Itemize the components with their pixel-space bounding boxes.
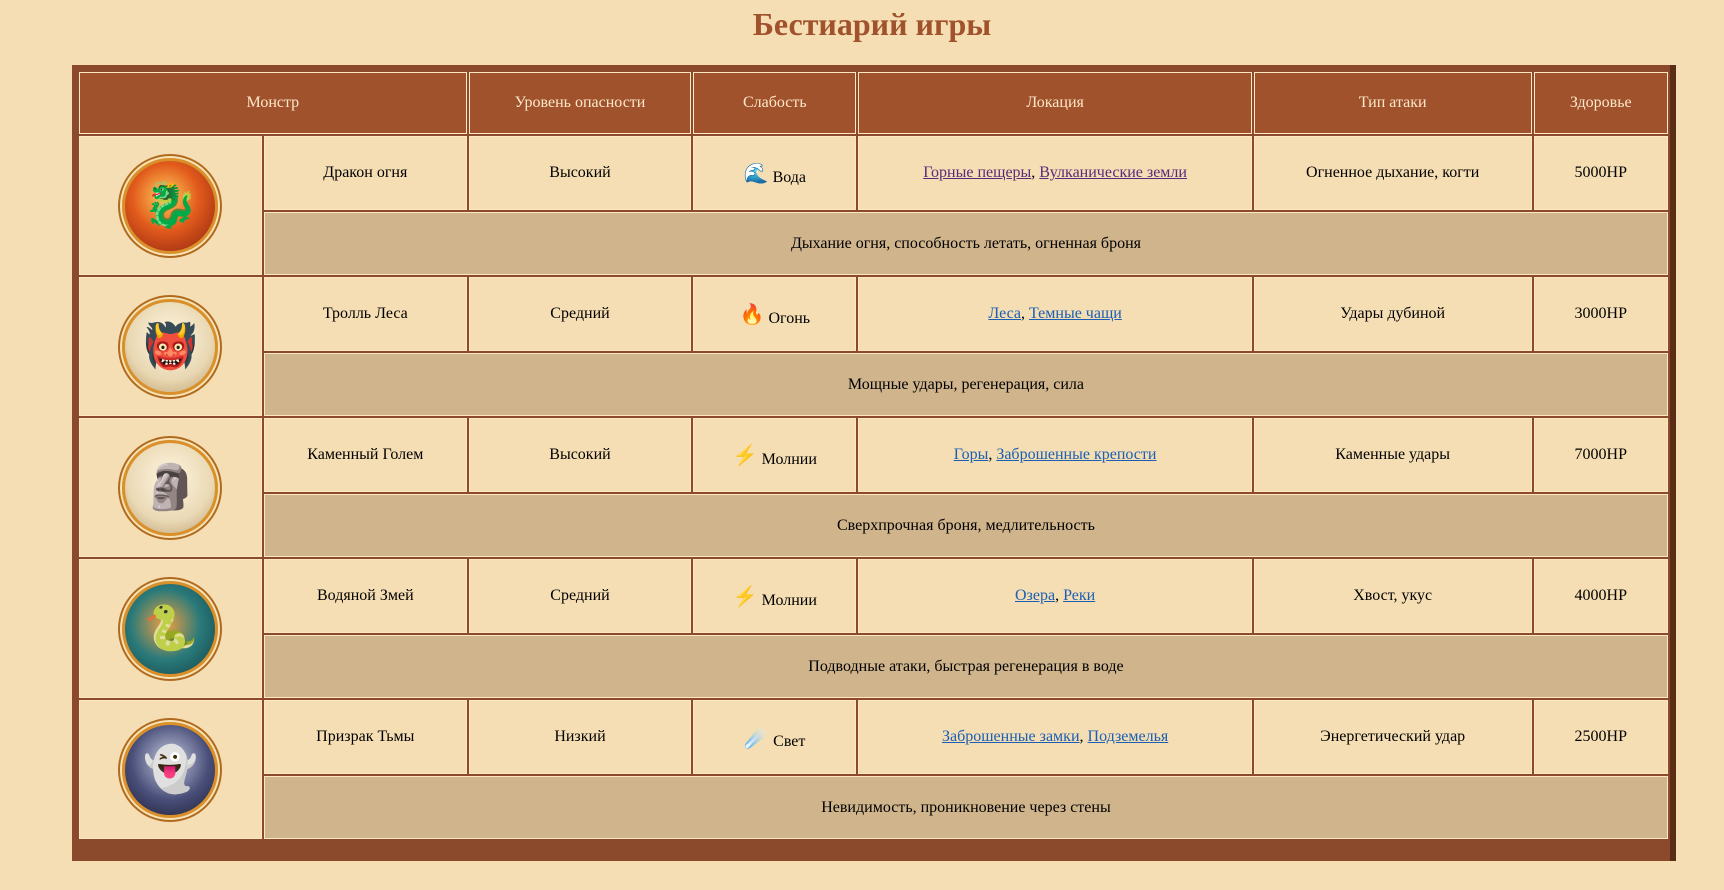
location-link[interactable]: Горы <box>953 446 989 463</box>
location-separator: , <box>1031 164 1040 181</box>
bestiary-table-frame <box>72 65 1676 861</box>
monster-name: Водяной Змей <box>264 559 467 633</box>
bestiary-table <box>77 70 1670 841</box>
location-link[interactable]: Леса <box>988 305 1021 322</box>
fire-icon: 🔥 <box>739 303 765 326</box>
monster-portrait <box>122 722 218 818</box>
attack-type: Огненное дыхание, когти <box>1254 136 1532 210</box>
weakness-label: Молнии <box>761 450 817 468</box>
lightning-icon: ⚡ <box>732 585 758 608</box>
water-serpent-portrait-icon: 🐍 <box>143 603 198 653</box>
monster-description-row <box>79 494 1668 557</box>
danger-level: Высокий <box>469 418 692 492</box>
page-title: Бестиарий игры <box>752 6 992 42</box>
monster-portrait-cell <box>79 136 262 275</box>
attack-type: Энергетический удар <box>1254 700 1532 774</box>
location-separator: , <box>1079 728 1088 745</box>
monster-row <box>79 559 1668 633</box>
location-cell <box>858 700 1251 774</box>
monster-description: Дыхание огня, способность летать, огненная броня <box>264 212 1668 275</box>
header-attack-type: Тип атаки <box>1254 72 1532 134</box>
monster-description: Сверхпрочная броня, медлительность <box>264 494 1668 557</box>
weakness-cell <box>693 700 856 774</box>
location-link[interactable]: Горные пещеры <box>923 164 1032 181</box>
health-value: 3000HP <box>1534 277 1668 351</box>
location-cell <box>858 418 1251 492</box>
location-cell <box>858 136 1251 210</box>
monster-description-row <box>79 776 1668 839</box>
danger-level: Низкий <box>469 700 692 774</box>
weakness-label: Молнии <box>761 591 817 609</box>
location-separator: , <box>1021 305 1029 322</box>
location-link[interactable]: Вулканические земли <box>1039 164 1187 181</box>
location-link[interactable]: Подземелья <box>1087 728 1169 745</box>
monster-portrait-cell <box>79 700 262 839</box>
weakness-label: Свет <box>773 732 806 750</box>
monster-name: Каменный Голем <box>264 418 467 492</box>
attack-type: Хвост, укус <box>1254 559 1532 633</box>
location-link[interactable]: Реки <box>1063 587 1096 604</box>
header-weakness: Слабость <box>693 72 856 134</box>
monster-description: Мощные удары, регенерация, сила <box>264 353 1668 416</box>
water-wave-icon: 🌊 <box>743 162 769 185</box>
monster-description: Подводные атаки, быстрая регенерация в воде <box>264 635 1668 698</box>
header-danger-level: Уровень опасности <box>469 72 692 134</box>
location-cell <box>858 277 1251 351</box>
monster-portrait-cell <box>79 418 262 557</box>
weakness-cell <box>693 418 856 492</box>
location-link[interactable]: Заброшенные крепости <box>996 446 1157 463</box>
danger-level: Средний <box>469 559 692 633</box>
attack-type: Каменные удары <box>1254 418 1532 492</box>
monster-portrait <box>122 299 218 395</box>
monster-name: Дракон огня <box>264 136 467 210</box>
danger-level: Средний <box>469 277 692 351</box>
monster-row <box>79 700 1668 774</box>
monster-portrait-cell <box>79 559 262 698</box>
monster-portrait <box>122 581 218 677</box>
weakness-cell <box>693 136 856 210</box>
location-separator: , <box>988 446 997 463</box>
monster-name: Призрак Тьмы <box>264 700 467 774</box>
monster-row <box>79 418 1668 492</box>
location-link[interactable]: Темные чащи <box>1029 305 1122 322</box>
header-health: Здоровье <box>1534 72 1668 134</box>
health-value: 7000HP <box>1534 418 1668 492</box>
weakness-cell <box>693 559 856 633</box>
header-monster: Монстр <box>79 72 467 134</box>
health-value: 5000HP <box>1534 136 1668 210</box>
weakness-label: Вода <box>772 168 807 186</box>
monster-description: Невидимость, проникновение через стены <box>264 776 1668 839</box>
monster-portrait <box>122 440 218 536</box>
location-link[interactable]: Озера <box>1015 587 1056 604</box>
location-cell <box>858 559 1251 633</box>
weakness-label: Огонь <box>768 309 811 327</box>
monster-portrait-cell <box>79 277 262 416</box>
monster-row <box>79 277 1668 351</box>
health-value: 2500HP <box>1534 700 1668 774</box>
lightning-icon: ⚡ <box>732 444 758 467</box>
monster-description-row <box>79 635 1668 698</box>
table-header-row <box>79 72 1668 134</box>
location-link[interactable]: Заброшенные замки <box>941 728 1080 745</box>
dark-ghost-portrait-icon: 👻 <box>143 744 198 794</box>
monster-portrait <box>122 158 218 254</box>
monster-name: Тролль Леса <box>264 277 467 351</box>
header-location: Локация <box>858 72 1251 134</box>
monster-row <box>79 136 1668 210</box>
light-comet-icon: ☄️ <box>744 726 770 749</box>
forest-troll-portrait-icon: 👹 <box>143 321 198 371</box>
monster-description-row <box>79 212 1668 275</box>
attack-type: Удары дубиной <box>1254 277 1532 351</box>
health-value: 4000HP <box>1534 559 1668 633</box>
fire-dragon-portrait-icon: 🐉 <box>143 180 198 230</box>
weakness-cell <box>693 277 856 351</box>
monster-description-row <box>79 353 1668 416</box>
location-separator: , <box>1055 587 1064 604</box>
stone-golem-portrait-icon: 🗿 <box>143 462 198 512</box>
danger-level: Высокий <box>469 136 692 210</box>
